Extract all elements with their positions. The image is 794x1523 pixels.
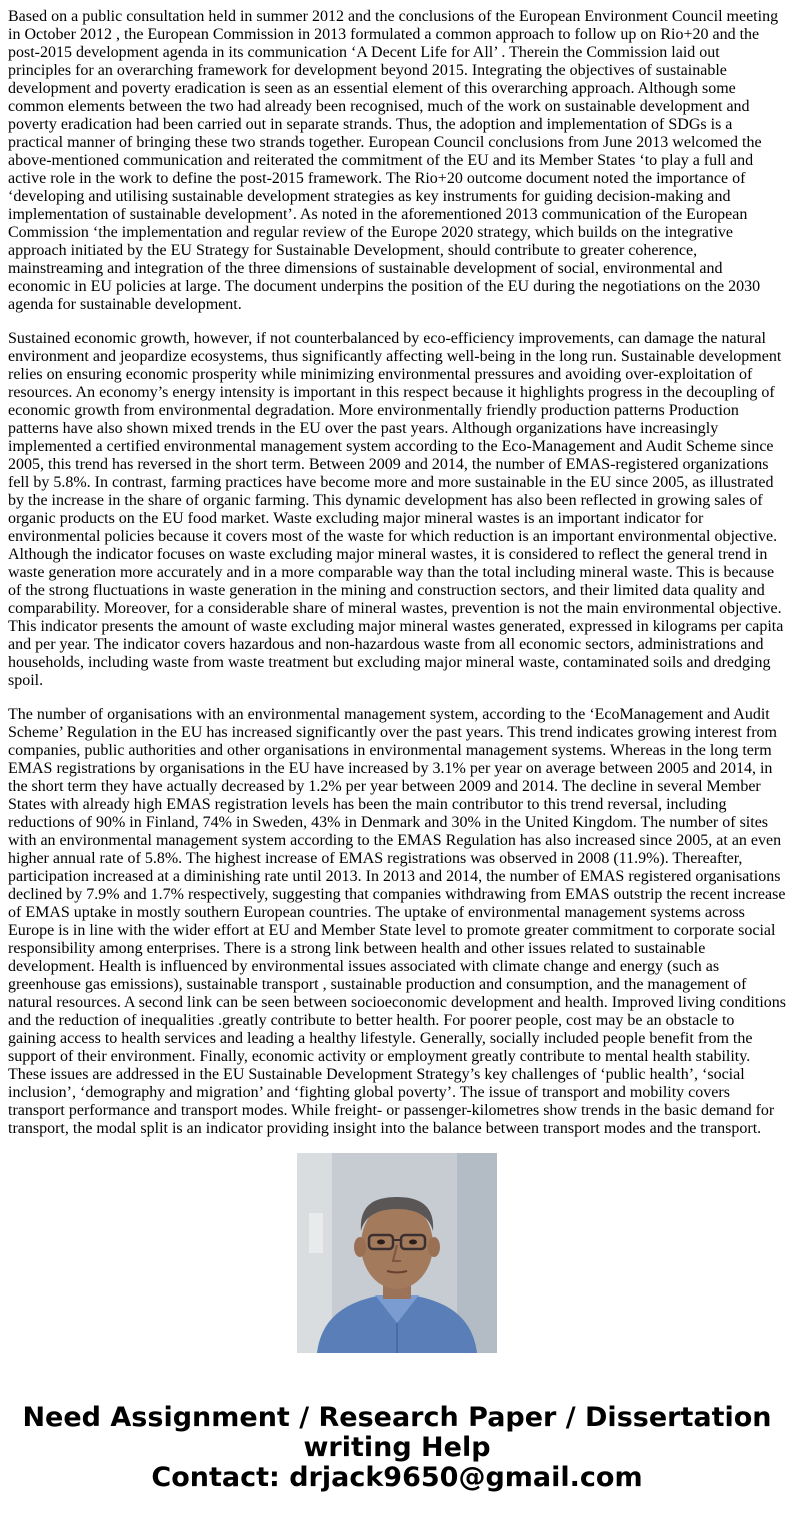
article-paragraph: The number of organisations with an environmental management system, according to the ‘EcoManagement and Audit Scheme’ Regulation in the EU has increased significantly over the past years. This trend indicates growing interest from companies, public authorities and other organisations in environmental management systems. Whereas in the long term EMAS registrations by organisations in the EU have increased by 3.1% per year on average between 2005 and 2014, in the short term they have actually decreased by 1.2% per year between 2009 and 2014. The decline in several Member States with already high EMAS registration levels has been the main contributor to this trend reversal, including reductions of 90% in Finland, 74% in Sweden, 43% in Denmark and 30% in the United Kingdom. The number of sites with an environmental management system according to the EMAS Regulation has also increased since 2005, at an even higher annual rate of 5.8%. The highest increase of EMAS registrations was observed in 2008 (11.9%). Thereafter, participation increased at a diminishing rate until 2013. In 2013 and 2014, the number of EMAS registered organisations declined by 7.9% and 1.7% respectively, suggesting that companies withdrawing from EMAS outstrip the recent increase of EMAS uptake in mostly southern European countries. The uptake of environmental management systems across Europe is in line with the wider effort at EU and Member State level to promote greater commitment to corporate social responsibility among enterprises. There is a strong link between health and other issues related to sustainable development. Health is influenced by environmental issues associated with climate change and energy (such as greenhouse gas emissions), sustainable transport , sustainable production and consumption, and the management of natural resources. A second link can be seen between socioeconomic development and health. Improved living conditions and the reduction of inequalities .greatly contribute to better health. For poorer people, cost may be an obstacle to gaining access to health services and leading a healthy lifestyle. Generally, socially included people benefit from the support of their environment. Finally, economic activity or employment greatly contribute to mental health stability. These issues are addressed in the EU Sustainable Development Strategy’s key challenges of ‘public health’, ‘social inclusion’, ‘demography and migration’ and ‘fighting global poverty’. The issue of transport and mobility covers transport performance and transport modes. While freight- or passenger-kilometres show trends in the basic demand for transport, the modal split is an indicator providing insight into the balance between transport modes and the transport. (8, 706, 786, 1137)
promo-headline: Need Assignment / Research Paper / Dissertation (22, 1402, 772, 1433)
promo-subheadline: writing Help (303, 1432, 491, 1463)
article-paragraph: Sustained economic growth, however, if not counterbalanced by eco-efficiency improvements, can damage the natural environment and jeopardize ecosystems, thus significantly affecting well-being in the long run. Sustainable development relies on ensuring economic prosperity while minimizing environmental pressures and avoiding over-exploitation of resources. An economy’s energy intensity is important in this respect because it highlights progress in the decoupling of economic growth from environmental degradation. More environmentally friendly production patterns Production patterns have also shown mixed trends in the EU over the past years. Although organizations have increasingly implemented a certified environmental management system according to the Eco-Management and Audit Scheme since 2005, this trend has reversed in the short term. Between 2009 and 2014, the number of EMAS-registered organizations fell by 5.8%. In contrast, farming practices have become more and more sustainable in the EU since 2005, as illustrated by the increase in the share of organic farming. This dynamic development has also been reflected in growing sales of organic products on the EU food market. Waste excluding major mineral wastes is an important indicator for environmental policies because it covers most of the waste for which reduction is an important environmental objective. Although the indicator focuses on waste excluding major mineral wastes, it is considered to reflect the general trend in waste generation more accurately and in a more comparable way than the total including mineral waste. This is because of the strong fluctuations in waste generation in the mining and construction sectors, and their limited data quality and comparability. Moreover, for a considerable share of mineral wastes, prevention is not the main environmental objective. This indicator presents the amount of waste excluding major mineral wastes generated, expressed in kilograms per capita and per year. The indicator covers hazardous and non-hazardous waste from all economic sectors, administrations and households, including waste from waste treatment but excluding major mineral waste, contaminated soils and dredging spoil. (8, 330, 784, 689)
promo-contact: Contact: drjack9650@gmail.com (151, 1462, 643, 1493)
promo-banner (0, 1403, 794, 1493)
author-portrait-image (297, 1153, 497, 1353)
article-paragraph: Based on a public consultation held in summer 2012 and the conclusions of the European Environment Council meeting in October 2012 , the European Commission in 2013 formulated a common approach to follow up on Rio+20 and the post-2015 development agenda in its communication ‘A Decent Life for All’ . Therein the Commission laid out principles for an overarching framework for development beyond 2015. Integrating the objectives of sustainable development and poverty eradication is seen as an essential element of this overarching approach. Although some common elements between the two had already been recognised, much of the work on sustainable development and poverty eradication had been carried out in separate strands. Thus, the adoption and implementation of SDGs is a practical manner of bringing these two strands together. European Council conclusions from June 2013 welcomed the above-mentioned communication and reiterated the commitment of the EU and its Member States ‘to play a full and active role in the work to define the post-2015 framework. The Rio+20 outcome document noted the importance of ‘developing and utilising sustainable development strategies as key instruments for guiding decision-making and implementation of sustainable development’. As noted in the aforementioned 2013 communication of the European Commission ‘the implementation and regular review of the Europe 2020 strategy, which builds on the integrative approach initiated by the EU Strategy for Sustainable Development, should contribute to greater coherence, mainstreaming and integration of the three dimensions of sustainable development of social, environmental and economic in EU policies at large. The document underpins the position of the EU during the negotiations on the 2030 agenda for sustainable development. (8, 8, 779, 313)
article-body (8, 8, 786, 1137)
author-avatar (297, 1153, 497, 1353)
